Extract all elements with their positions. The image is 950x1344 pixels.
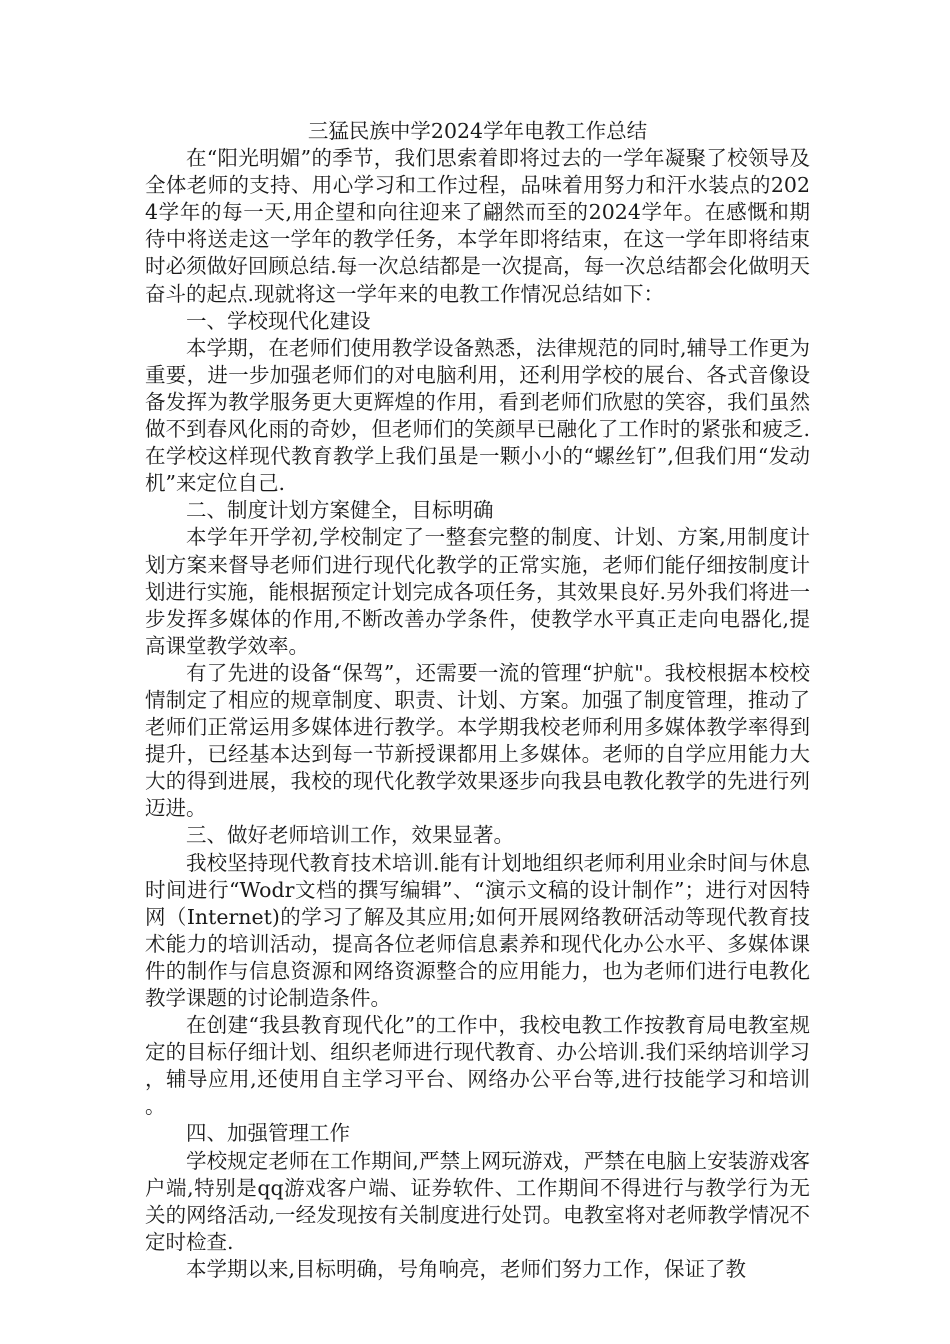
section-heading-1: 一、学校现代化建设 [186, 308, 371, 333]
paragraph-section-4b: 本学期以来,目标明确，号角响亮，老师们努力工作，保证了教 [186, 1256, 747, 1281]
section-heading-3: 三、做好老师培训工作，效果显著。 [186, 823, 514, 848]
document-body [145, 118, 810, 1283]
paragraph-section-3b: 在创建“我县教育现代化”的工作中，我校电教工作按教育局电教室规定的目标仔细计划、组织老师进行现代教育、办公培训.我们采纳培训学习，辅导应用,还使用自主学习平台、网络办公平台等,进行技能学习和培训。 [145, 1013, 810, 1119]
paragraph-intro: 在“阳光明媚”的季节，我们思索着即将过去的一学年凝聚了校领导及全体老师的支持、用心学习和工作过程，品味着用努力和汗水装点的2024学年的每一天,用企望和向往迎来了翩然而至的2024学年。在感慨和期待中将送走这一学年的教学任务，本学年即将结束，在这一学年即将结束时必须做好回顾总结.每一次总结都是一次提高，每一次总结都会化做明天奋斗的起点.现就将这一学年来的电教工作情况总结如下： [145, 146, 810, 306]
section-heading-4: 四、加强管理工作 [186, 1121, 350, 1146]
paragraph-section-2b: 有了先进的设备“保驾”，还需要一流的管理“护航"。我校根据本校校情制定了相应的规章制度、职责、计划、方案。加强了制度管理，推动了老师们正常运用多媒体进行教学。本学期我校老师利用多媒体教学率得到提升，已经基本达到每一节新授课都用上多媒体。老师的自学应用能力大大的得到进展，我校的现代化教学效果逐步向我县电教化教学的先进行列迈进。 [145, 660, 810, 821]
section-heading-2: 二、制度计划方案健全，目标明确 [186, 498, 494, 523]
paragraph-section-3a: 我校坚持现代教育技术培训.能有计划地组织老师利用业余时间与休息时间进行“Wodr文档的撰写编辑”、“演示文稿的设计制作”；进行对因特网（Internet)的学习了解及其应用;如何开展网络教研活动等现代教育技术能力的培训活动，提高各位老师信息素养和现代化办公水平、多媒体课件的制作与信息资源和网络资源整合的应用能力，也为老师们进行电教化教学课题的讨论制造条件。 [145, 850, 810, 1010]
paragraph-section-2a: 本学年开学初,学校制定了一整套完整的制度、计划、方案,用制度计划方案来督导老师们进行现代化教学的正常实施，老师们能仔细按制度计划进行实施，能根据预定计划完成各项任务，其效果良好.另外我们将进一步发挥多媒体的作用,不断改善办学条件，使教学水平真正走向电器化,提高课堂教学效率。 [145, 525, 810, 658]
document-title: 三猛民族中学2024学年电教工作总结 [307, 119, 648, 143]
paragraph-section-1: 本学期，在老师们使用教学设备熟悉，法律规范的同时,辅导工作更为重要，进一步加强老师们的对电脑利用，还利用学校的展台、各式音像设备发挥为教学服务更大更辉煌的作用，看到老师们欣慰的笑容，我们虽然做不到春风化雨的奇妙，但老师们的笑颜早已融化了工作时的紧张和疲乏. 在学校这样现代教育教学上我们虽是一颗小小的“螺丝钉”,但我们用“发动机”来定位自己. [145, 335, 810, 496]
paragraph-section-4a: 学校规定老师在工作期间,严禁上网玩游戏，严禁在电脑上安装游戏客户端,特别是qq游戏客户端、证券软件、工作期间不得进行与教学行为无关的网络活动,一经发现按有关制度进行处罚。电教室将对老师教学情况不定时检查. [145, 1148, 810, 1254]
